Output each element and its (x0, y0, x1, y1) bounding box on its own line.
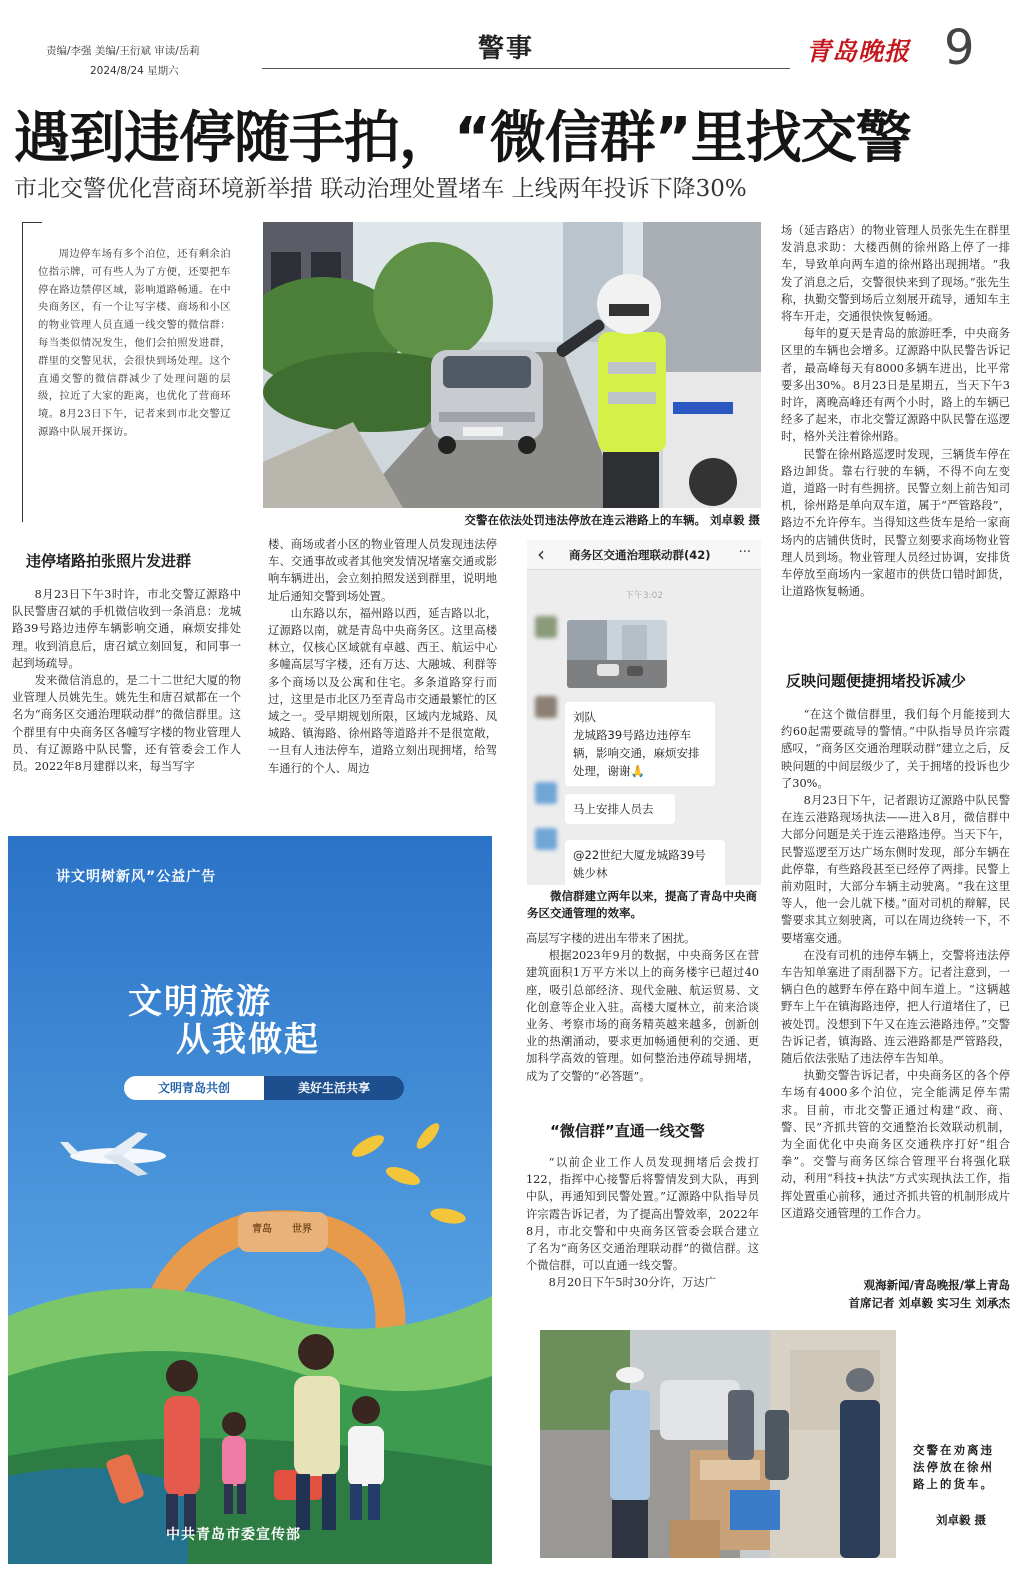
photo2-caption: 交警在劝离违法停放在徐州路上的货车。 (913, 1443, 994, 1491)
image-message-photo (567, 620, 667, 688)
col2-paragraph: 楼、商场或者小区的物业管理人员发现违法停车、交通事故或者其他突发情况堵塞交通或影响车辆进出，会立刻拍照发送到群里，说明地址后通知交警到场处置。 (268, 538, 497, 603)
column-2 (268, 536, 497, 777)
photo-traffic-police-illustration (263, 222, 761, 508)
text-message: @22世纪大厦龙城路39号姚少林 (565, 840, 725, 888)
section-title-3: 反映问题便捷拥堵投诉减少 (786, 672, 967, 690)
wechat-header (527, 540, 761, 570)
masthead-rule (262, 68, 790, 69)
text-message: 刘队 龙城路39号路边违停车辆，影响交通，麻烦安排处理，谢谢🙏 (565, 702, 715, 786)
chat-time: 下午3:02 (624, 591, 664, 601)
section-name: 警事 (478, 34, 535, 64)
ad-tag: 讲文明树新风”公益广告 (56, 869, 217, 885)
arch-sign-left: 青岛 (252, 1224, 272, 1235)
more-icon[interactable]: ··· (738, 545, 751, 560)
avatar (535, 828, 557, 850)
headline: 遇到违停随手拍，“微信群”里找交警 (14, 106, 911, 171)
public-service-ad (8, 836, 492, 1564)
avatar (535, 696, 557, 718)
col2-paragraph: 山东路以东，福州路以西，延吉路以北，辽源路以南，就是青岛中央商务区。这里高楼林立，仅核心区域就有卓越、西王、航运中心多幢高层写字楼，还有万达、大融城、利群等多个商场以及公寓和住宅。多条道路穿行而过，这里是市北区乃至青岛市交通最繁忙的区域之一。受早期规划所限，区域内龙城路、凤城路、镇海路、徐州路等道路并不是很宽敞，一旦有人违法停车，道路立刻出现拥堵，给驾车通行的个人、周边 (268, 606, 497, 775)
ad-sponsor: 中共青岛市委宣传部 (166, 1527, 301, 1543)
byline-reporters: 首席记者 刘卓毅 实习生 刘承杰 (848, 1296, 1010, 1310)
col4b-paragraph: 执勤交警告诉记者，中央商务区的各个停车场有4000多个泊位，完全能满足停车需求。目前，市北交警正通过构建“政、商、警、民”齐抓共管的交通整治长效联动机制，为全面优化中央商务区交通秩序打好“组合拳”。交警与商务区综合管理平台将强化联动，利用“科技+执法”方式实现执法工作，指挥处置重心前移，通过齐抓共管的机制形成片区道路交通管理的工作合力。 (781, 1069, 1010, 1220)
photo-freight-trucks-illustration (540, 1330, 896, 1558)
col3b-paragraph: “以前企业工作人员发现拥堵后会拨打122，指挥中心接警后将警情发到大队，再到中队，再通知到民警处置。”辽源路中队指导员许宗霞告诉记者，为了提高出警效率，2022年8月，市北交警和中央商务区管委会联合建立了名为“商务区交通治理联动群”的微信群。这个微信群，可以直通一线交警。 (526, 1156, 759, 1273)
photo2-credit: 刘卓毅 摄 (935, 1513, 986, 1527)
subheadline: 市北交警优化营商环境新举措 联动治理处置堵车 上线两年投诉下降30% (14, 176, 747, 202)
ad-pill-right: 美好生活共享 (264, 1076, 404, 1100)
issue-date: 2024/8/24 星期六 (90, 65, 179, 77)
col1-paragraph: 发来微信消息的，是二十二世纪大厦的物业管理人员姚先生。姚先生和唐召斌都在一个名为“商务区交通治理联动群”的微信群里。这个群里有中央商务区各幢写字楼的物业管理人员、有辽源路中队民警，还有管委会工作人员。2022年8月建群以来，每当写字 (12, 674, 241, 774)
avatar (535, 782, 557, 804)
column-4b (781, 706, 1010, 1222)
ad-pill-left: 文明青岛共创 (124, 1076, 264, 1100)
col4b-paragraph: 在没有司机的违停车辆上，交警将违法停车告知单塞进了雨刮器下方。记者注意到，一辆白色的越野车停在路中间车道上。“这辆越野车上午在镇海路违停，把人行道堵住了，已被处罚。没想到下午又在连云港路违停。”交警告诉记者，镇海路、连云港路都是严管路段，随后依法张贴了违法停车告知单。 (781, 948, 1010, 1066)
col4-paragraph: 每年的夏天是青岛的旅游旺季，中央商务区里的车辆也会增多。辽源路中队民警告诉记者，最高峰每天有8000多辆车进出，比平常要多出30%。8月23日是星期五，当天下午3时许，离晚高峰还有两个小时，路上的车辆已经多了起来，市北交警辽源路中队民警在巡逻时，格外关注着徐州路。 (781, 327, 1010, 444)
wechat-screenshot (527, 540, 761, 885)
col4b-paragraph: 8月23日下午，记者跟访辽源路中队民警在连云港路现场执法——进入8月，微信群中大部分问题是关于连云港路违停。当天下午，民警巡逻至万达广场东侧时发现，部分车辆在此停靠，有些路段甚至已经停了两排。民警上前劝阻时，大部分车辆主动驶离。“我在这里等人，他一会儿就下楼。”面对司机的辩解，民警要求其立刻驶离，可以在周边绕转一下，不要堵塞交通。 (781, 794, 1010, 945)
col4-paragraph: 民警在徐州路巡逻时发现，三辆货车停在路边卸货。靠右行驶的车辆，不得不向左变道，道路一时有些拥挤。民警立刻上前告知司机，徐州路是单向双车道，属于“严管路段”，路边不允许停车。当得知这些货车是给一家商场内的店铺供货时，民警立刻要求商场物业管理人员到场。物业管理人员经过协调，安排货车停放至商场内一家超市的供货口错时卸货，让道路恢复畅通。 (781, 447, 1010, 599)
wechat-caption: 微信群建立两年以来，提高了青岛中央商务区交通管理的效率。 (527, 889, 757, 920)
photo-traffic-police (263, 222, 761, 508)
section-title-1: 违停堵路拍张照片发进群 (26, 552, 192, 570)
byline-outlet: 观海新闻/青岛晚报/掌上青岛 (863, 1278, 1010, 1292)
col3-paragraph: 根据2023年9月的数据，中央商务区在营建筑面积1万平方米以上的商务楼宇已超过40座，吸引总部经济、现代金融、航运贸易、文化创意等企业入驻。高楼大厦林立，前来洽谈业务、考察市场的商务精英越来越多，创新创业的热潮涌动，要求更加畅通便利的交通、更加科学高效的管理。如何整治违停疏导拥堵，成为了交警的“必答题”。 (526, 949, 759, 1083)
photo-freight-trucks (540, 1330, 896, 1558)
column-4 (781, 222, 1010, 600)
page-number: 9 (944, 20, 975, 76)
arch-sign-right: 世界 (292, 1224, 312, 1235)
lead-paragraph: 周边停车场有多个泊位，还有剩余泊位指示牌，可有些人为了方便，还要把车停在路边禁停区域，影响道路畅通。在中央商务区，有一个让写字楼、商场和小区的物业管理人员直通一线交警的微信群：每当类似情况发生，他们会拍照发进群，群里的交警见状，会很快到场处理。这个直通交警的微信群减少了处理问题的层级，拉近了大家的距离，也优化了营商环境。8月23日下午，记者来到市北交警辽源路中队展开探访。 (38, 248, 231, 438)
text-message: 马上安排人员去 (565, 794, 675, 824)
col3b-paragraph: 8月20日下午5时30分许，万达广 (548, 1276, 716, 1290)
col4b-paragraph: “在这个微信群里，我们每个月能接到大约60起需要疏导的警情。”中队指导员许宗霞感叹，“商务区交通治理联动群”建立之后，反映问题的中间层级少了，关于拥堵的投诉也少了30%。 (781, 708, 1010, 790)
section-title-2: “微信群”直通一线交警 (550, 1122, 705, 1140)
editors-line: 责编/李强 美编/王衍斌 审读/岳莉 (46, 45, 200, 57)
col1-paragraph: 8月23日下午3时许，市北交警辽源路中队民警唐召斌的手机微信收到一条消息：龙城路39号路边违停车辆影响交通，麻烦安排处理。收到消息后，唐召斌立刻回复，和同事一起到场疏导。 (12, 588, 241, 670)
column-3b (526, 1154, 759, 1292)
ad-illustration (8, 836, 492, 1564)
photo1-caption: 交警在依法处罚违法停放在连云港路上的车辆。 刘卓毅 摄 (464, 513, 760, 527)
ad-title-line2: 从我做起 (176, 1020, 320, 1060)
paper-name: 青岛晚报 (806, 37, 911, 66)
col3-paragraph: 高层写字楼的进出车带来了困扰。 (526, 932, 696, 945)
col4-paragraph: 场（延吉路店）的物业管理人员张先生在群里发消息求助：大楼西侧的徐州路上停了一排车，导致单向两车道的徐州路出现拥堵。“我发了消息之后，交警很快来到了现场。”张先生称，执勤交警到场后立刻展开疏导，通知车主将车开走，交通很快恢复畅通。 (781, 224, 1010, 324)
group-title: 商务区交通治理联动群(42) (569, 548, 711, 562)
back-icon[interactable]: ‹ (537, 542, 545, 566)
ad-title-line1: 文明旅游 (128, 982, 272, 1022)
column-1 (12, 586, 241, 775)
avatar (535, 616, 557, 638)
image-message[interactable] (567, 620, 667, 688)
column-3 (526, 930, 759, 1085)
